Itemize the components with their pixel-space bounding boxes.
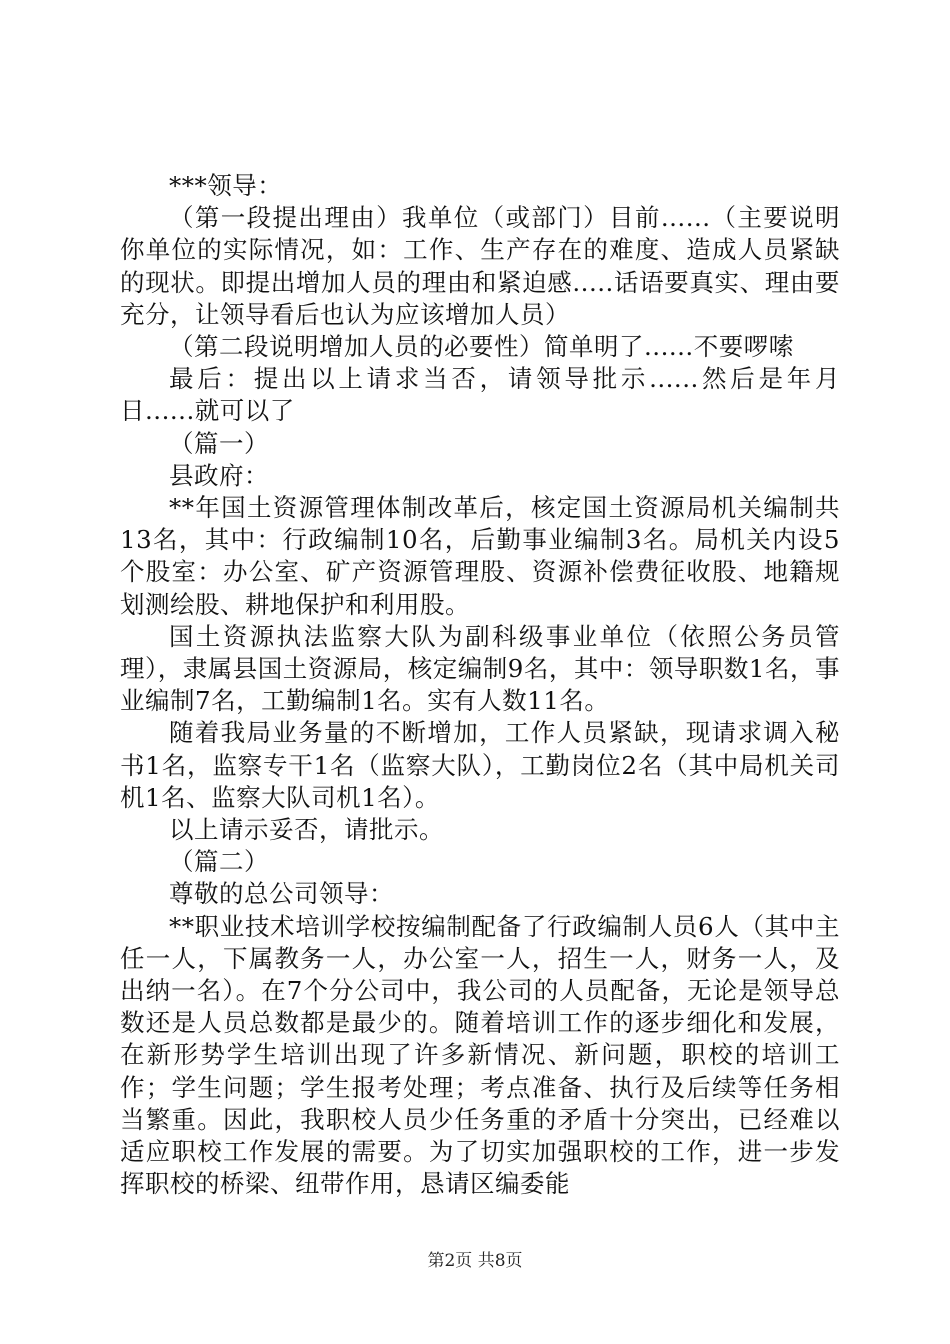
salutation: ***领导： [169, 171, 283, 200]
paragraph-staffing: **年国土资源管理体制改革后，核定国土资源局机关编制共13名，其中：行政编制10名，后勤事业编制3名。局机关内设5个股室：办公室、矿产资源管理股、资源补偿费征收股、地籍规划测绘股、耕地保护和利用股。 [120, 493, 840, 619]
salutation-county: 县政府： [169, 460, 269, 490]
paragraph-school-staffing: **职业技术培训学校按编制配备了行政编制人员6人（其中主任一人，下属教务一人，办公室一人，招生一人，财务一人，及出纳一名）。在7个分公司中，我公司的人员配备，无论是领导总数还是人员总数都是最少的。随着培训工作的逐步细化和发展，在新形势学生培训出现了许多新情况、新问题，职校的培训工作；学生问题；学生报考处理；考点准备、执行及后续等任务相当繁重。因此，我职校人员少任务重的矛盾十分突出，已经难以适应职校工作发展的需要。为了切实加强职校的工作，进一步发挥职校的桥梁、纽带作用，恳请区编委能 [120, 911, 840, 1199]
paragraph-closing-guide: 最后：提出以上请求当否，请领导批示......然后是年月日......就可以了 [120, 364, 840, 426]
page-number-footer: 第2页 共8页 [427, 1251, 523, 1271]
section-heading-2: （篇二） [169, 847, 269, 877]
paragraph-necessity: （第二段说明增加人员的必要性）简单明了......不要啰嗦 [169, 332, 794, 362]
section-heading-1: （篇一） [169, 428, 269, 458]
document-body [120, 170, 840, 1201]
paragraph-reason: （第一段提出理由）我单位（或部门）目前......（主要说明你单位的实际情况，如：工作、生产存在的难度、造成人员紧缺的现状。即提出增加人员的理由和紧迫感.....话语要真实、理由要充分，让领导看后也认为应该增加人员） [120, 203, 840, 329]
salutation-company: 尊敬的总公司领导： [169, 879, 394, 909]
paragraph-approval: 以上请示妥否，请批示。 [169, 815, 444, 845]
paragraph-request: 随着我局业务量的不断增加，工作人员紧缺，现请求调入秘书1名，监察专干1名（监察大队），工勤岗位2名（其中局机关司机1名、监察大队司机1名）。 [120, 718, 840, 812]
paragraph-inspection-team: 国土资源执法监察大队为副科级事业单位（依照公务员管理），隶属县国土资源局，核定编制9名，其中：领导职数1名，事业编制7名，工勤编制1名。实有人数11名。 [120, 621, 840, 716]
